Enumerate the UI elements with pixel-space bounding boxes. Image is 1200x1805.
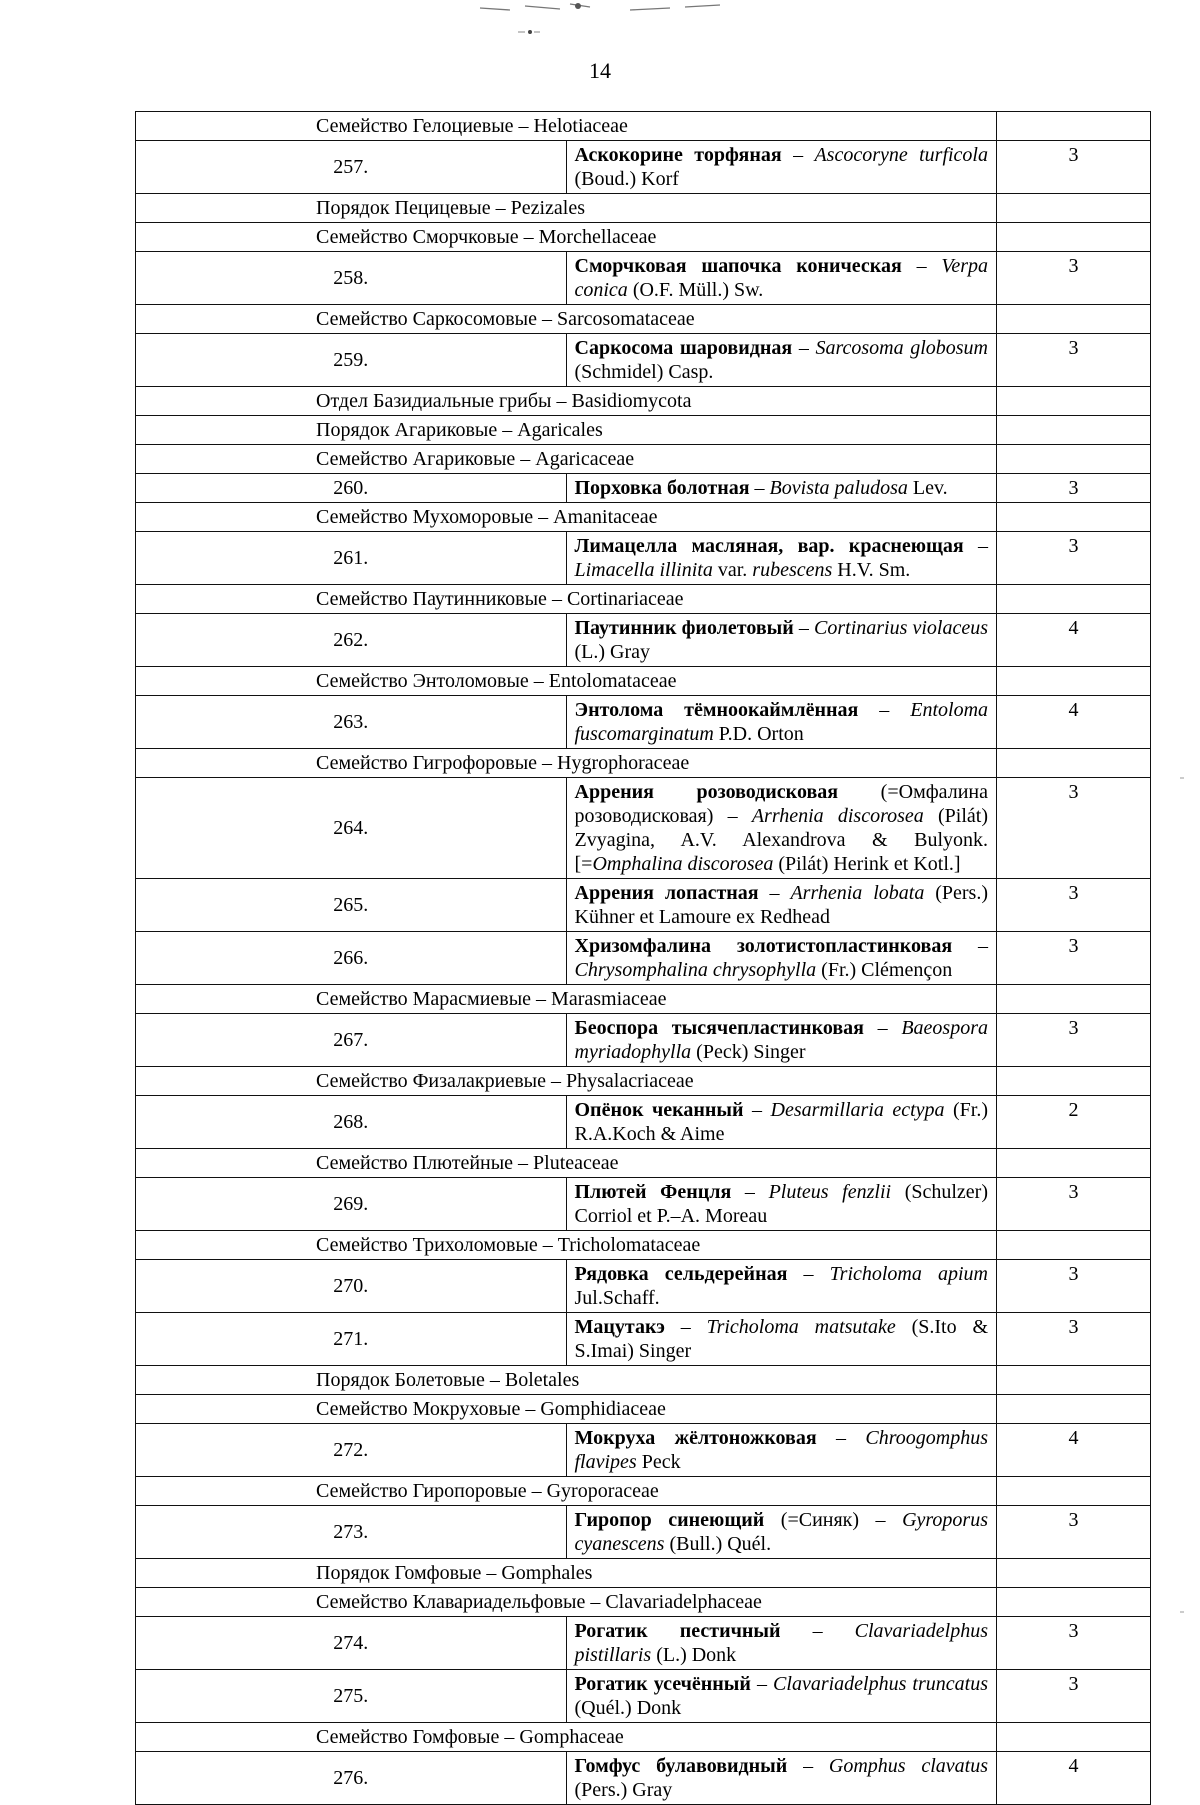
taxon-group-row (136, 667, 1151, 696)
latin-name: Clavariadelphus pistillaris (574, 1620, 988, 1666)
russian-name: Рядовка сельдерейная (574, 1263, 788, 1285)
empty-category-cell (997, 416, 1151, 445)
author: Peck (636, 1451, 681, 1473)
separator: – (758, 882, 791, 904)
separator: – (816, 1427, 866, 1449)
species-row (136, 1506, 1151, 1559)
empty-category-cell (997, 1477, 1151, 1506)
species-row (136, 1178, 1151, 1231)
taxon-group-label: Семейство Физалакриевые – Physalacriaceae (136, 1067, 997, 1096)
author: (Schmidel) Casp. (574, 361, 714, 383)
species-row (136, 696, 1151, 749)
rarity-category: 3 (997, 532, 1151, 585)
latin-name: Arrhenia lobata (790, 882, 925, 904)
russian-name: Энтолома тёмноокаймлённая (574, 699, 859, 721)
species-row (136, 252, 1151, 305)
species-number: 266. (136, 932, 567, 985)
species-number: 267. (136, 1014, 567, 1067)
species-name-cell (566, 532, 997, 585)
taxon-group-row (136, 585, 1151, 614)
species-name-cell (566, 932, 997, 985)
taxon-group-label: Семейство Гомфовые – Gomphaceae (136, 1723, 997, 1752)
species-number: 262. (136, 614, 567, 667)
taxon-group-row (136, 194, 1151, 223)
russian-name: Аскокорине торфяная (574, 144, 782, 166)
latin-name: Gyroporus cyanescens (574, 1509, 988, 1555)
species-name-cell (566, 252, 997, 305)
taxon-group-row (136, 1395, 1151, 1424)
taxon-group-label: Семейство Мухоморовые – Amanitaceae (136, 503, 997, 532)
separator: – (664, 1316, 707, 1338)
rarity-category: 3 (997, 879, 1151, 932)
empty-category-cell (997, 1395, 1151, 1424)
species-name-cell (566, 1670, 997, 1723)
species-name-cell (566, 1617, 997, 1670)
rarity-category: 4 (997, 1424, 1151, 1477)
separator: – (731, 1181, 769, 1203)
author: (Quél.) Donk (574, 1697, 682, 1719)
latin-name: Cortinarius violaceus (814, 617, 989, 639)
rarity-category: 3 (997, 1670, 1151, 1723)
rarity-category: 3 (997, 252, 1151, 305)
species-name-cell (566, 141, 997, 194)
taxon-group-label: Порядок Пецицевые – Pezizales (136, 194, 997, 223)
empty-category-cell (997, 1723, 1151, 1752)
species-name-cell (566, 1424, 997, 1477)
taxon-group-label: Порядок Гомфовые – Gomphales (136, 1559, 997, 1588)
species-row (136, 141, 1151, 194)
species-row (136, 1424, 1151, 1477)
species-table (135, 111, 1151, 1805)
latin-name: Limacella illinita (574, 559, 713, 581)
taxon-group-row (136, 1067, 1151, 1096)
species-row (136, 532, 1151, 585)
taxon-group-row (136, 1723, 1151, 1752)
empty-category-cell (997, 749, 1151, 778)
species-row (136, 334, 1151, 387)
empty-category-cell (997, 1067, 1151, 1096)
species-number: 273. (136, 1506, 567, 1559)
author: Jul.Schaff. (574, 1287, 660, 1309)
species-row (136, 1260, 1151, 1313)
species-number: 276. (136, 1752, 567, 1805)
species-row (136, 1752, 1151, 1805)
scan-artifact (470, 0, 740, 40)
species-row (136, 614, 1151, 667)
taxon-group-label: Семейство Гиропоровые – Gyroporaceae (136, 1477, 997, 1506)
author: var. (712, 559, 753, 581)
taxon-group-label: Семейство Сморчковые – Morchellaceae (136, 223, 997, 252)
species-number: 264. (136, 778, 567, 879)
rarity-category: 3 (997, 778, 1151, 879)
author: (Pilát) Zvyagina, A.V. Alexandrova & Bulyonk. [= (574, 805, 988, 875)
taxon-group-row (136, 416, 1151, 445)
taxon-group-row (136, 1149, 1151, 1178)
rarity-category: 3 (997, 474, 1151, 503)
empty-category-cell (997, 667, 1151, 696)
species-name-cell (566, 614, 997, 667)
separator: – (781, 144, 815, 166)
latin-name: Ascocoryne turficola (814, 144, 988, 166)
russian-name: Саркосома шаровидная (574, 337, 793, 359)
russian-name: Рогатик пестичный (574, 1620, 781, 1642)
author: (L.) Donk (651, 1644, 737, 1666)
taxon-group-label: Порядок Болетовые – Boletales (136, 1366, 997, 1395)
empty-category-cell (997, 305, 1151, 334)
latin-name: Clavariadelphus truncatus (773, 1673, 988, 1695)
latin-name: Baeospora myriadophylla (574, 1017, 988, 1063)
russian-name: Рогатик усечённый (574, 1673, 751, 1695)
russian-name: Порховка болотная (574, 477, 750, 499)
species-number: 274. (136, 1617, 567, 1670)
empty-category-cell (997, 985, 1151, 1014)
taxon-group-label: Семейство Клавариадельфовые – Clavariadelphaceae (136, 1588, 997, 1617)
species-row (136, 474, 1151, 503)
latin-name-2: Omphalina discorosea (592, 853, 774, 875)
separator: – (780, 1620, 855, 1642)
rarity-category: 4 (997, 1752, 1151, 1805)
taxon-group-row (136, 1559, 1151, 1588)
empty-category-cell (997, 1366, 1151, 1395)
rarity-category: 3 (997, 1313, 1151, 1366)
russian-name: Плютей Фенцля (574, 1181, 732, 1203)
rarity-category: 3 (997, 1506, 1151, 1559)
russian-name: Мокруха жёлтоножковая (574, 1427, 817, 1449)
latin-name: Tricholoma apium (829, 1263, 988, 1285)
empty-category-cell (997, 387, 1151, 416)
separator: – (787, 1263, 830, 1285)
author: (S.Ito & S.Imai) Singer (574, 1316, 988, 1362)
species-number: 265. (136, 879, 567, 932)
rarity-category: 3 (997, 1178, 1151, 1231)
author: (Fr.) Clémençon (816, 959, 953, 981)
latin-name: Sarcosoma globosum (815, 337, 988, 359)
empty-category-cell (997, 1559, 1151, 1588)
latin-name: Entoloma fuscomarginatum (574, 699, 989, 745)
empty-category-cell (997, 1588, 1151, 1617)
author: (Boud.) Korf (574, 168, 679, 190)
rarity-category: 3 (997, 141, 1151, 194)
taxon-group-row (136, 1366, 1151, 1395)
taxon-group-label: Семейство Гигрофоровые – Hygrophoraceae (136, 749, 997, 778)
taxon-group-row (136, 1588, 1151, 1617)
species-name-cell (566, 334, 997, 387)
separator: – (787, 1755, 829, 1777)
latin-name: Desarmillaria ectypa (770, 1099, 945, 1121)
species-name-cell (566, 474, 997, 503)
taxon-group-label: Отдел Базидиальные грибы – Basidiomycota (136, 387, 997, 416)
russian-name: Аррения лопастная (574, 882, 759, 904)
species-number: 269. (136, 1178, 567, 1231)
taxon-group-label: Семейство Гелоциевые – Helotiaceae (136, 112, 997, 141)
taxon-group-label: Семейство Плютейные – Pluteaceae (136, 1149, 997, 1178)
species-name-cell (566, 778, 997, 879)
author: (Schulzer) Corriol et P.–A. Moreau (574, 1181, 988, 1227)
separator: – (793, 617, 815, 639)
rarity-category: 3 (997, 932, 1151, 985)
species-number: 257. (136, 141, 567, 194)
latin-name: Gomphus clavatus (828, 1755, 988, 1777)
separator: – (749, 477, 770, 499)
author-2: H.V. Sm. (832, 559, 911, 581)
taxon-group-row (136, 223, 1151, 252)
species-number: 270. (136, 1260, 567, 1313)
species-row (136, 1313, 1151, 1366)
russian-name: Опёнок чеканный (574, 1099, 744, 1121)
species-number: 258. (136, 252, 567, 305)
empty-category-cell (997, 194, 1151, 223)
russian-name: Аррения розоводисковая (574, 781, 839, 803)
species-number: 261. (136, 532, 567, 585)
taxon-group-label: Семейство Паутинниковые – Cortinariaceae (136, 585, 997, 614)
taxon-group-row (136, 985, 1151, 1014)
author: Lev. (907, 477, 948, 499)
russian-name: Гомфус булавовидный (574, 1755, 788, 1777)
rarity-category: 3 (997, 1617, 1151, 1670)
rarity-category: 2 (997, 1096, 1151, 1149)
rarity-category: 3 (997, 1014, 1151, 1067)
russian-name: Лимацелла масляная, вар. краснеющая (574, 535, 964, 557)
species-row (136, 778, 1151, 879)
latin-name: Chroogomphus flavipes (574, 1427, 988, 1473)
taxon-group-row (136, 503, 1151, 532)
author-2: (Pilát) Herink et Kotl.] (773, 853, 961, 875)
separator: – (858, 699, 911, 721)
empty-category-cell (997, 445, 1151, 474)
latin-name: Chrysomphalina chrysophylla (574, 959, 817, 981)
latin-name: Bovista paludosa (769, 477, 908, 499)
species-number: 272. (136, 1424, 567, 1477)
russian-name: Хризомфалина золотистопластинковая (574, 935, 953, 957)
empty-category-cell (997, 223, 1151, 252)
separator: – (952, 935, 988, 957)
species-number: 275. (136, 1670, 567, 1723)
taxon-group-label: Порядок Агариковые – Agaricales (136, 416, 997, 445)
species-name-cell (566, 1178, 997, 1231)
species-name-cell (566, 1014, 997, 1067)
scan-edge-marks (1140, 0, 1200, 1694)
russian-name: Беоспора тысячепластинковая (574, 1017, 864, 1039)
separator: (=Омфалина розоводисковая) – (574, 781, 988, 827)
species-number: 263. (136, 696, 567, 749)
russian-name: Гиропор синеющий (574, 1509, 765, 1531)
empty-category-cell (997, 112, 1151, 141)
author: P.D. Orton (713, 723, 804, 745)
russian-name: Паутинник фиолетовый (574, 617, 794, 639)
species-name-cell (566, 1096, 997, 1149)
taxon-group-row (136, 305, 1151, 334)
author: (Peck) Singer (691, 1041, 806, 1063)
species-row (136, 932, 1151, 985)
separator: – (901, 255, 942, 277)
taxon-group-label: Семейство Марасмиевые – Marasmiaceae (136, 985, 997, 1014)
author: (L.) Gray (574, 641, 651, 663)
taxon-group-label: Семейство Саркосомовые – Sarcosomataceae (136, 305, 997, 334)
latin-name: Verpa conica (574, 255, 989, 301)
separator: – (750, 1673, 774, 1695)
author: (O.F. Müll.) Sw. (627, 279, 764, 301)
empty-category-cell (997, 1231, 1151, 1260)
species-number: 271. (136, 1313, 567, 1366)
species-row (136, 1096, 1151, 1149)
taxon-group-label: Семейство Энтоломовые – Entolomataceae (136, 667, 997, 696)
species-number: 268. (136, 1096, 567, 1149)
taxon-group-label: Семейство Трихоломовые – Tricholomataceae (136, 1231, 997, 1260)
author: (Fr.) R.A.Koch & Aime (574, 1099, 989, 1145)
latin-name: Pluteus fenzlii (768, 1181, 892, 1203)
separator: – (743, 1099, 771, 1121)
empty-category-cell (997, 1149, 1151, 1178)
taxon-group-row (136, 749, 1151, 778)
taxon-group-row (136, 1477, 1151, 1506)
rarity-category: 4 (997, 696, 1151, 749)
species-name-cell (566, 1752, 997, 1805)
separator: – (863, 1017, 902, 1039)
species-number: 259. (136, 334, 567, 387)
species-row (136, 1014, 1151, 1067)
species-name-cell (566, 1506, 997, 1559)
separator: – (792, 337, 816, 359)
rarity-category: 4 (997, 614, 1151, 667)
species-row (136, 1617, 1151, 1670)
latin-name: Tricholoma matsutake (706, 1316, 896, 1338)
author: (Bull.) Quél. (664, 1533, 772, 1555)
taxon-group-row (136, 1231, 1151, 1260)
page-number: 14 (589, 58, 611, 83)
taxon-group-label: Семейство Мокруховые – Gomphidiaceae (136, 1395, 997, 1424)
rarity-category: 3 (997, 1260, 1151, 1313)
author: (Pers.) Gray (574, 1779, 673, 1801)
species-row (136, 879, 1151, 932)
separator: (=Синяк) – (764, 1509, 903, 1531)
species-name-cell (566, 1260, 997, 1313)
species-row (136, 1670, 1151, 1723)
species-name-cell (566, 1313, 997, 1366)
russian-name: Мацутакэ (574, 1316, 665, 1338)
taxon-group-label: Семейство Агариковые – Agaricaceae (136, 445, 997, 474)
species-name-cell (566, 696, 997, 749)
taxon-group-row (136, 387, 1151, 416)
latin-name: Arrhenia discorosea (751, 805, 924, 827)
species-number: 260. (136, 474, 567, 503)
separator: – (963, 535, 989, 557)
species-name-cell (566, 879, 997, 932)
taxon-group-row (136, 445, 1151, 474)
rarity-category: 3 (997, 334, 1151, 387)
empty-category-cell (997, 585, 1151, 614)
taxon-group-row (136, 112, 1151, 141)
author: (Pers.) Kühner et Lamoure ex Redhead (574, 882, 988, 928)
latin-name-2: rubescens (752, 559, 833, 581)
empty-category-cell (997, 503, 1151, 532)
russian-name: Сморчковая шапочка коническая (574, 255, 902, 277)
